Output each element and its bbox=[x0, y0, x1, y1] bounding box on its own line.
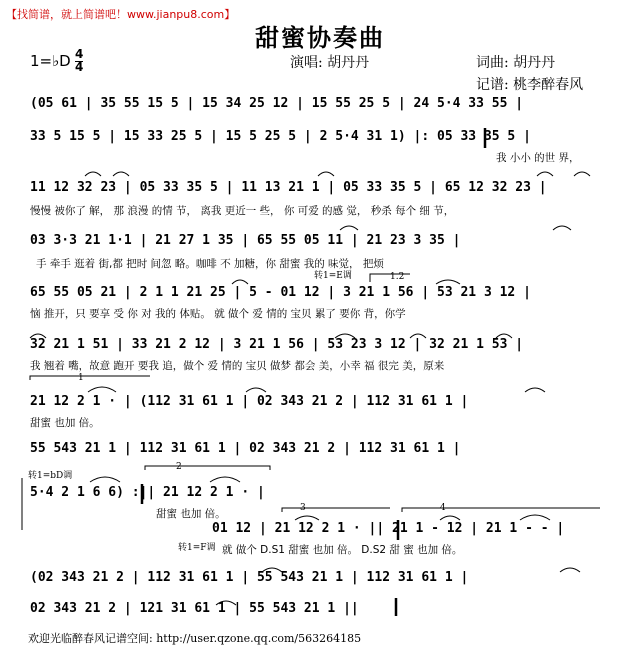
song-title: 甜蜜协奏曲 bbox=[255, 23, 385, 52]
volta-2-label: 2 bbox=[176, 462, 182, 472]
site-banner[interactable]: 【找简谱，就上简谱吧！www.jianpu8.com】 bbox=[6, 8, 236, 21]
volta-4-label: 4 bbox=[440, 503, 446, 513]
notation-row-2: 33 5 15 5 | 15 33 25 5 | 15 5 25 5 | 2 5·4 31 1) |: 05 33 35 5 | bbox=[30, 129, 531, 144]
notation-row-5: 65 55 05 21 | 2 1 1 21 25 | 5 - 01 12 | 3 21 1 56 | 53 21 3 12 | bbox=[30, 285, 531, 300]
notation-row-1: (05 61 | 35 55 15 5 | 15 34 25 12 | 15 55 25 5 | 24 5·4 33 55 | bbox=[30, 96, 524, 111]
lyrics-row-3: 慢慢 被你了 解， 那 浪漫 的情 节， 离我 更近一 些， 你 可爱 的感 觉， 秒杀 每个 细 节， bbox=[30, 205, 455, 217]
composer-credit: 词曲: 胡丹丹 bbox=[476, 55, 556, 71]
notation-row-11: (02 343 21 2 | 112 31 61 1 | 55 543 21 1 | 112 31 61 1 | bbox=[30, 570, 469, 585]
footer-link[interactable]: 欢迎光临醉春风记谱空间: http://user.qzone.qq.com/563264185 bbox=[28, 632, 362, 645]
lyrics-row-5: 恼 推开，只 要享 受 你 对 我的 体贴。 就 做个 爱 情的 宝贝 累了 要你 背，你学 bbox=[30, 308, 406, 320]
lyrics-row-7: 甜蜜 也加 倍。 bbox=[30, 417, 100, 429]
volta-1-2-label: 1.2 bbox=[390, 272, 405, 282]
key-change-bd: 转1=bD调 bbox=[28, 471, 73, 481]
time-bottom: 4 bbox=[75, 60, 84, 74]
notation-row-10: 01 12 | 21 12 2 1 · || 21 1 - 12 | 21 1 - - | bbox=[212, 521, 565, 536]
key-change-f: 转1=F调 bbox=[178, 543, 216, 553]
volta-1-label: 1 bbox=[78, 373, 84, 383]
notation-row-6: 32 21 1 51 | 33 21 2 12 | 3 21 1 56 | 53 23 3 12 | 32 21 1 53 | bbox=[30, 337, 524, 352]
lyrics-row-6: 我 翘着 嘴，故意 跑开 要我 追，做个 爱 情的 宝贝 做梦 都会 美，小幸 福 很完 美，原来 bbox=[30, 360, 445, 372]
notation-row-12: 02 343 21 2 | 121 31 61 1 | 55 543 21 1 || bbox=[30, 601, 359, 616]
notation-row-7: 21 12 2 1 · | (112 31 61 1 | 02 343 21 2 | 112 31 61 1 | bbox=[30, 394, 469, 409]
lyrics-row-9: 甜蜜 也加 倍。 bbox=[156, 508, 226, 520]
key-signature: 1=♭D bbox=[30, 52, 71, 70]
notation-row-9: 5·4 2 1 6 6) :|| 21 12 2 1 · | bbox=[30, 485, 265, 500]
lyrics-row-2: 我 小小 的世 界， bbox=[496, 152, 580, 164]
notation-row-4: 03 3·3 21 1·1 | 21 27 1 35 | 65 55 05 11 | 21 23 3 35 | bbox=[30, 233, 461, 248]
singer-credit: 演唱: 胡丹丹 bbox=[290, 55, 370, 71]
key-change-e: 转1=E调 bbox=[314, 271, 352, 281]
notation-row-8: 55 543 21 1 | 112 31 61 1 | 02 343 21 2 | 112 31 61 1 | bbox=[30, 441, 461, 456]
notation-row-3: 11 12 32 23 | 05 33 35 5 | 11 13 21 1 | 05 33 35 5 | 65 12 32 23 | bbox=[30, 180, 547, 195]
lyrics-row-4: 手 牵手 逛着 街,都 把时 间忽 略。咖啡 不 加糖，你 甜蜜 我的 味觉， 把烦 bbox=[36, 258, 384, 270]
time-top: 4 bbox=[75, 47, 84, 61]
lyrics-row-10: 就 做个 D.S1 甜蜜 也加 倍。 D.S2 甜 蜜 也加 倍。 bbox=[222, 544, 463, 556]
transcriber-credit: 记谱: 桃李醉春风 bbox=[476, 77, 584, 93]
volta-3-label: 3 bbox=[300, 503, 306, 513]
